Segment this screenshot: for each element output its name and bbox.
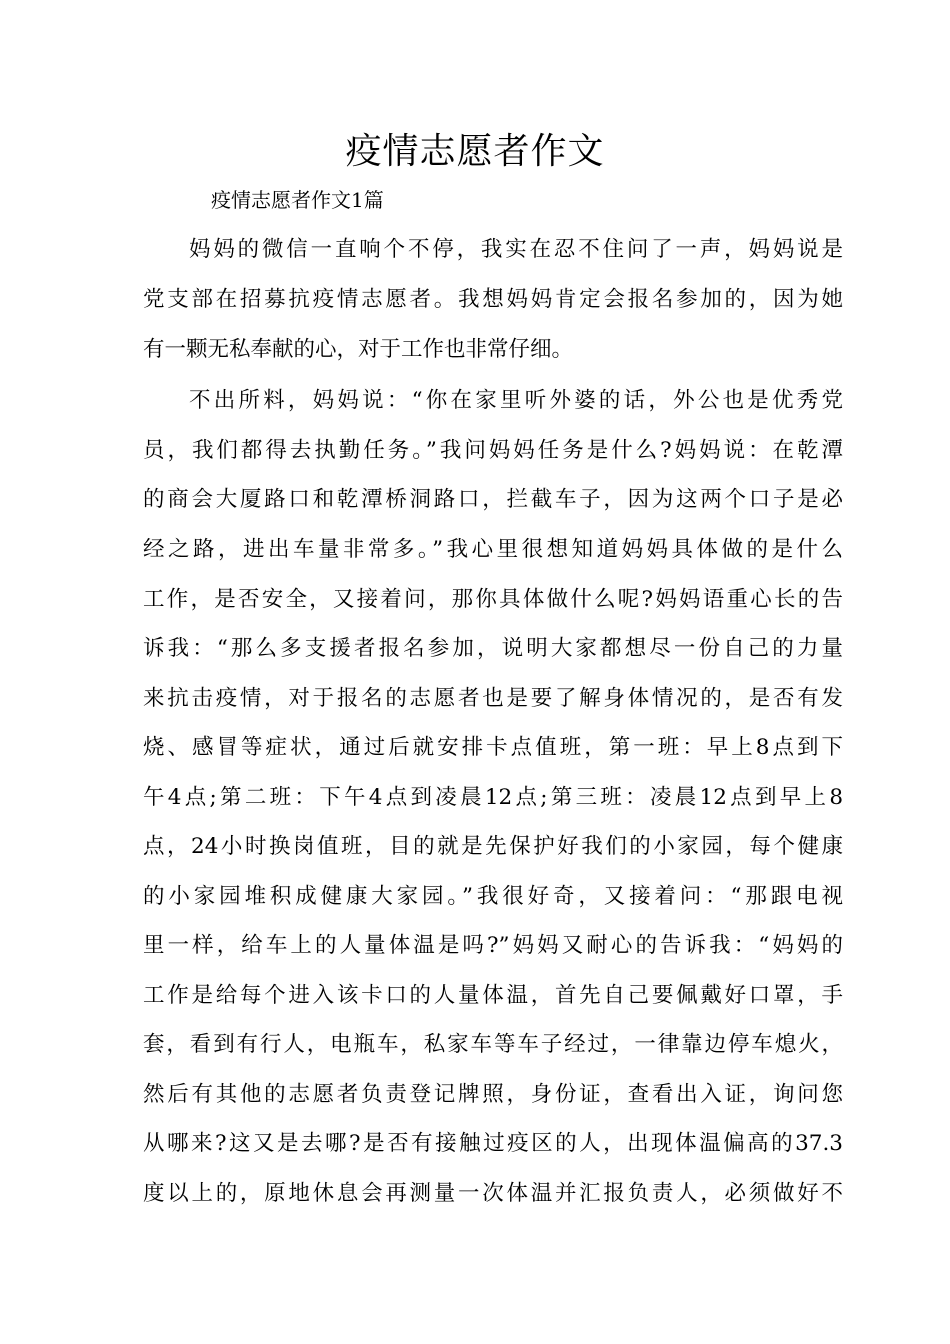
document-subtitle: 疫情志愿者作文1篇 [211, 188, 384, 212]
text-line: 点，24小时换岗值班，目的就是先保护好我们的小家园，每个健康 [143, 834, 843, 859]
text-line: 诉我：“那么多支援者报名参加，说明大家都想尽一份自己的力量 [143, 636, 843, 661]
text-line: 不出所料，妈妈说：“你在家里听外婆的话，外公也是优秀党 [189, 388, 843, 413]
text-line: 工作是给每个进入该卡口的人量体温，首先自己要佩戴好口罩，手 [143, 983, 843, 1008]
document-title: 疫情志愿者作文 [345, 131, 605, 172]
text-line: 经之路，进出车量非常多。”我心里很想知道妈妈具体做的是什么 [143, 537, 843, 562]
text-line: 的小家园堆积成健康大家园。”我很好奇，又接着问：“那跟电视 [143, 884, 843, 909]
text-line: 套，看到有行人，电瓶车，私家车等车子经过，一律靠边停车熄火， [143, 1032, 843, 1057]
text-line: 有一颗无私奉献的心，对于工作也非常仔细。 [143, 337, 574, 362]
text-line: 烧、感冒等症状，通过后就安排卡点值班，第一班：早上8点到下 [143, 735, 843, 760]
text-line: 来抗击疫情，对于报名的志愿者也是要了解身体情况的，是否有发 [143, 686, 843, 711]
text-line: 党支部在招募抗疫情志愿者。我想妈妈肯定会报名参加的，因为她 [143, 287, 843, 312]
text-line: 午4点;第二班：下午4点到凌晨12点;第三班：凌晨12点到早上8 [143, 785, 843, 810]
text-line: 然后有其他的志愿者负责登记牌照，身份证，查看出入证，询问您 [143, 1082, 843, 1107]
text-line: 的商会大厦路口和乾潭桥洞路口，拦截车子，因为这两个口子是必 [143, 487, 843, 512]
text-line: 里一样，给车上的人量体温是吗?”妈妈又耐心的告诉我：“妈妈的 [143, 933, 843, 958]
text-line: 妈妈的微信一直响个不停，我实在忍不住问了一声，妈妈说是 [189, 237, 843, 262]
text-line: 员，我们都得去执勤任务。”我问妈妈任务是什么?妈妈说：在乾潭 [143, 438, 843, 463]
text-line: 工作，是否安全，又接着问，那你具体做什么呢?妈妈语重心长的告 [143, 587, 843, 612]
text-line: 度以上的，原地休息会再测量一次体温并汇报负责人，必须做好不 [143, 1181, 843, 1206]
text-line: 从哪来?这又是去哪?是否有接触过疫区的人，出现体温偏高的37.3 [143, 1131, 843, 1156]
document-body [143, 0, 843, 1344]
